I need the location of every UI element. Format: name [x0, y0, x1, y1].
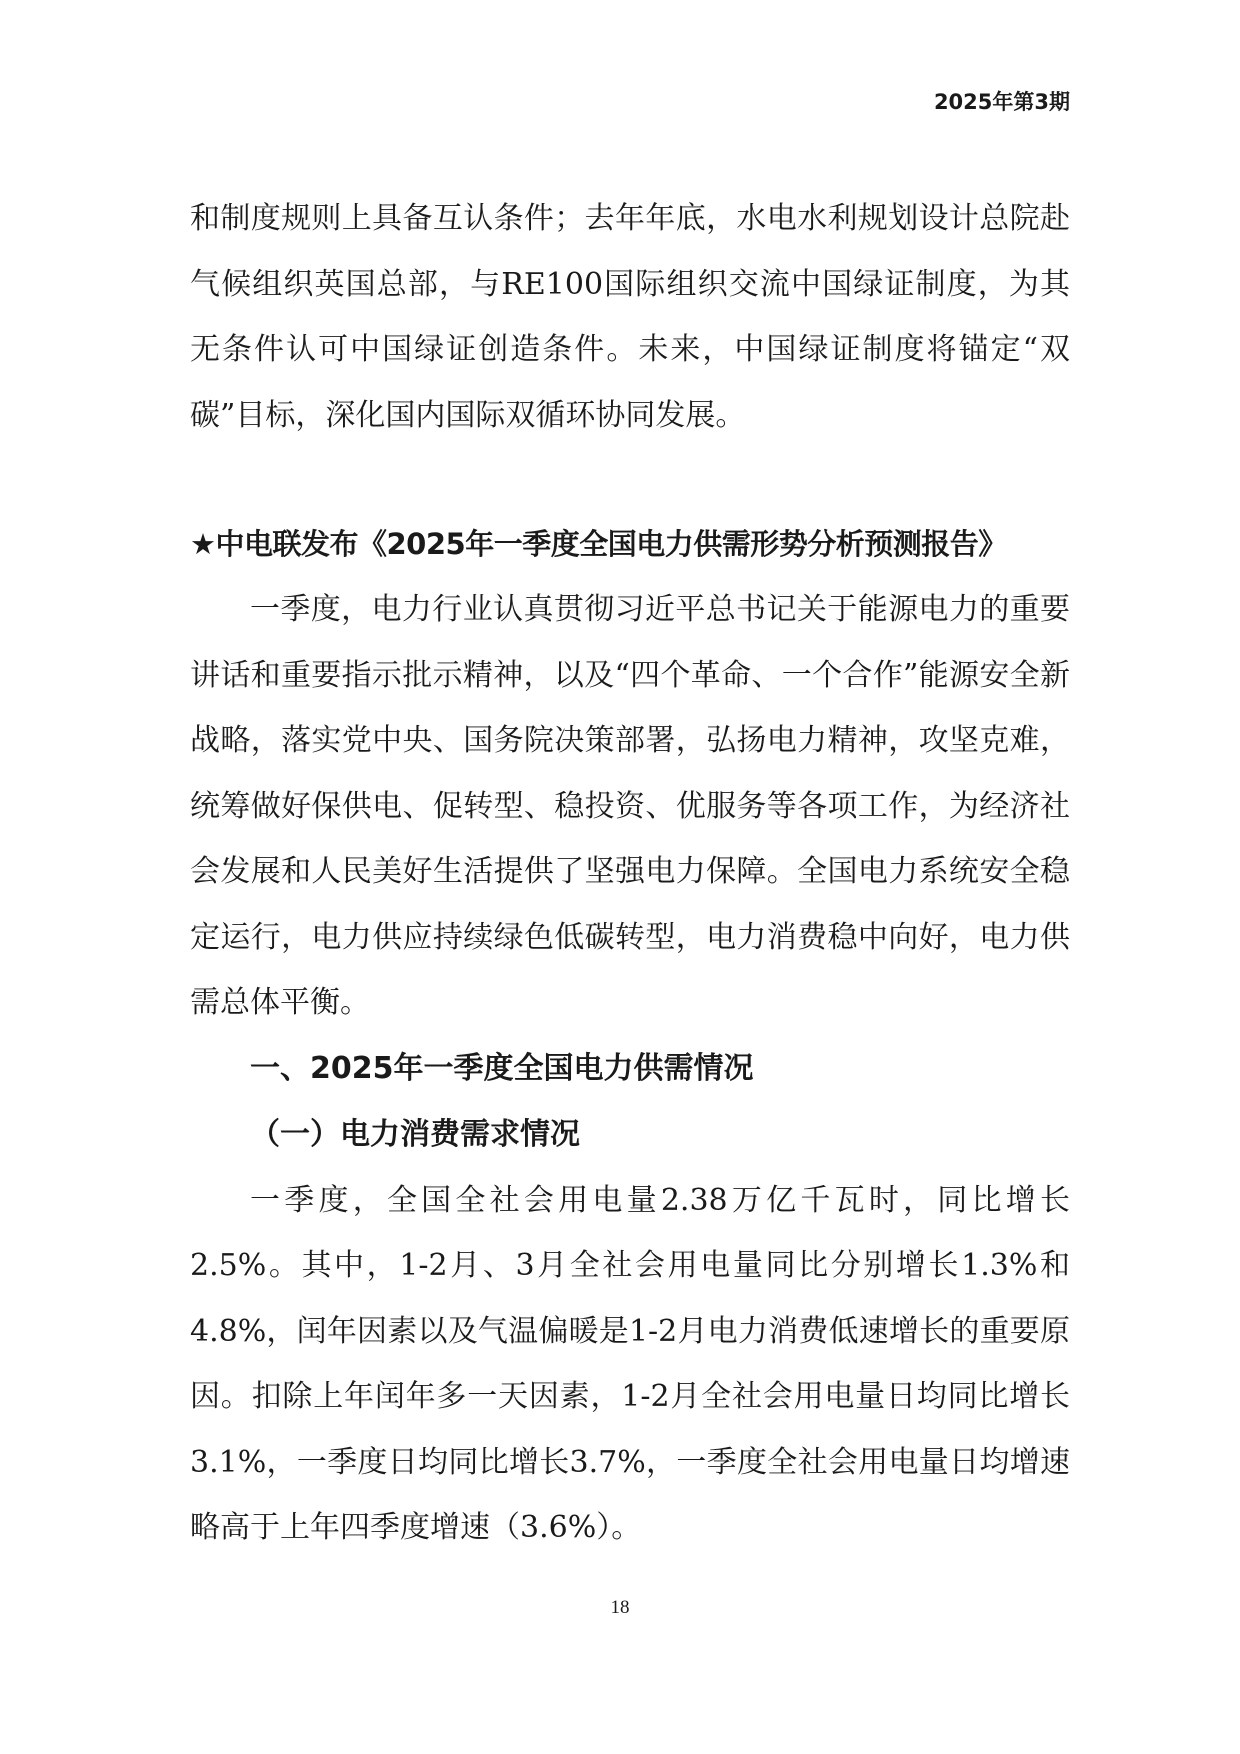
article-title: ★中电联发布《2025年一季度全国电力供需形势分析预测报告》 [190, 527, 1007, 561]
issue-label: 2025年第3期 [933, 90, 1070, 114]
subsection-body-paragraph: 一季度，全国全社会用电量2.38万亿千瓦时，同比增长2.5%。其中，1-2月、3月全社会用电量同比分别增长1.3%和4.8%，闰年因素以及气温偏暖是1-2月电力消费低速增长的重要原因。扣除上年闰年多一天因素，1-2月全社会用电量日均同比增长3.1%，一季度日均同比增长3.7%，一季度全社会用电量日均增速略高于上年四季度增速（3.6%）。 [190, 1182, 1070, 1545]
article-intro-paragraph: 一季度，电力行业认真贯彻习近平总书记关于能源电力的重要讲话和重要指示批示精神，以及“四个革命、一个合作”能源安全新战略，落实党中央、国务院决策部署，弘扬电力精神，攻坚克难，统筹做好保供电、促转型、稳投资、优服务等各项工作，为经济社会发展和人民美好生活提供了坚强电力保障。全国电力系统安全稳定运行，电力供应持续绿色低碳转型，电力消费稳中向好，电力供需总体平衡。 [190, 592, 1070, 1020]
section-heading: 一、2025年一季度全国电力供需情况 [250, 1050, 754, 1086]
page-number: 18 [610, 1597, 630, 1618]
subsection-heading: （一）电力消费需求情况 [250, 1116, 580, 1152]
page-content [190, 186, 1070, 1561]
lead-paragraph: 和制度规则上具备互认条件；去年年底，水电水利规划设计总院赴气候组织英国总部，与RE100国际组织交流中国绿证制度，为其无条件认可中国绿证创造条件。未来，中国绿证制度将锚定“双碳”目标，深化国内国际双循环协同发展。 [190, 201, 1070, 433]
